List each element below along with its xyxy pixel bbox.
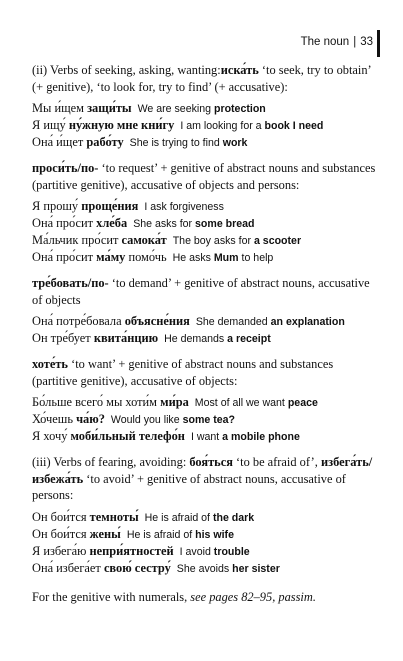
example-russian [32,561,171,575]
russian-highlight: хле́ба [96,216,128,230]
russian-text: Я хочу́ [32,429,71,443]
footer-note [32,589,376,606]
russian-text: Хо́чешь [32,412,77,426]
russian-highlight: ми́ра [160,395,189,409]
russian-highlight: ма́му [96,250,126,264]
english-highlight: an explanation [270,316,345,328]
russian-highlight: моби́льный телефо́н [70,429,185,443]
cross-reference: see pages 82–95, passim. [190,589,316,604]
english-highlight: peace [287,397,318,409]
english-text: I am looking for a [180,120,265,132]
intro-text: ‘to seek, try to obtain’ (+ genitive), ‘to look for, try to find’ (+ accusative): [32,63,371,94]
headword: боя́ться [189,455,233,469]
example-english [111,414,235,426]
russian-highlight: темноты́ [89,509,139,524]
page-edge-bar [377,30,380,57]
russian-text: Я ищу́ [32,118,69,132]
english-highlight: trouble [213,545,250,558]
running-head-title: The noun [300,36,350,48]
english-highlight: some tea? [182,414,235,426]
example-russian [32,429,185,443]
english-highlight: a receipt [227,333,271,345]
example-row [32,411,376,428]
example-english [144,201,224,213]
russian-highlight: свою́ сестру́ [103,560,171,575]
russian-highlight: непри́ятностей [89,543,174,558]
russian-text: Он тре́бует [32,331,94,345]
section-intro [32,454,376,504]
intro-text: ‘to demand’ + genitive of abstract nouns, accusative of objects [32,276,370,307]
example-row [32,117,376,134]
example-row [32,313,376,330]
page-body [32,62,376,605]
english-highlight: a scooter [253,235,302,247]
example-english [180,120,323,132]
sections-container [32,62,376,577]
example-russian [32,118,174,132]
russian-text: Бо́льше всего́ мы хоти́м [32,395,161,409]
example-row [32,509,376,526]
english-text: Would you like [110,414,183,426]
example-english [177,563,280,575]
example-russian [32,233,167,247]
russian-text: Я избега́ю [32,543,90,558]
example-russian [32,544,174,558]
russian-highlight: жены́ [89,526,121,541]
english-highlight: the dark [212,511,255,524]
section-3 [32,356,376,445]
section-4 [32,454,376,577]
russian-text: Она́ про́сит [32,216,97,230]
example-row [32,198,376,215]
russian-highlight: защи́ты [87,101,132,115]
examples-list [32,394,376,445]
example-english [164,333,271,345]
example-english [180,546,250,558]
example-russian [32,395,189,409]
running-head-separator: | [353,36,357,48]
english-text: She is trying to find [129,137,223,149]
english-highlight: some bread [195,218,255,230]
intro-text: ‘to want’ + genitive of abstract nouns and substances (partitive genitive), accusative of objects: [32,357,334,388]
example-russian [32,314,190,328]
example-row [32,394,376,411]
example-row [32,232,376,249]
examples-list [32,509,376,577]
english-text: We are seeking [137,103,214,115]
example-english [173,235,301,247]
english-text: She demanded [195,316,271,328]
russian-text: Он бои́тся [32,526,90,541]
english-text: The boy asks for [172,235,254,247]
russian-highlight: проще́ния [81,199,139,213]
english-text: I ask forgiveness [144,201,224,213]
english-text: He demands [164,333,228,345]
english-highlight: his wife [195,528,234,541]
intro-text: ‘to request’ + genitive of abstract nouns and substances (partitive genitive), accusative of objects and persons: [32,161,376,192]
russian-text: Она́ и́щет [32,135,87,149]
russian-highlight: квита́нцию [93,331,159,345]
example-english [196,316,345,328]
russian-text: помо́чь [125,250,167,264]
example-english [127,529,234,541]
example-row [32,543,376,560]
example-russian [32,527,121,541]
english-highlight: a mobile phone [222,431,300,443]
example-row [32,134,376,151]
examples-list [32,198,376,266]
example-russian [32,216,127,230]
example-english [133,218,254,230]
section-2 [32,275,376,347]
example-row [32,100,376,117]
russian-highlight: ча́ю? [76,412,105,426]
headword: избега́ть/избежа́ть [32,455,373,486]
english-highlight: book I need [264,120,324,132]
english-highlight: work [222,137,248,149]
intro-text: ‘to avoid’ + genitive of abstract nouns, accusative of persons: [32,471,346,502]
section-intro [32,160,376,193]
section-1 [32,160,376,266]
example-english [195,397,318,409]
example-russian [32,510,139,524]
example-row [32,215,376,232]
example-english [145,512,255,524]
russian-text: Она́ потре́бовала [32,314,125,328]
russian-text: Я прошу́ [32,199,82,213]
intro-text: ‘to be afraid of’, [232,455,321,469]
example-english [138,103,266,115]
russian-text: Ма́льчик про́сит [32,233,122,247]
section-0 [32,62,376,151]
intro-text: (ii) Verbs of seeking, asking, wanting: [32,63,221,77]
russian-text: Он бои́тся [32,509,90,524]
russian-highlight: ну́жную мне кни́гу [68,118,175,132]
page-header [301,36,373,48]
english-highlight: her sister [232,562,280,575]
examples-list [32,100,376,151]
example-russian [32,199,138,213]
english-text: He asks [172,252,214,264]
headword: хоте́ть [32,357,68,371]
section-intro [32,356,376,389]
example-row [32,249,376,266]
example-english [173,252,274,264]
page-number: 33 [360,36,373,48]
english-highlight: protection [213,103,266,115]
russian-highlight: самока́т [121,233,167,247]
russian-text: Она́ избега́ет [32,560,104,575]
intro-text: (iii) Verbs of fearing, avoiding: [32,455,190,469]
note-text: For the genitive with numerals, [32,589,191,604]
example-row [32,526,376,543]
russian-highlight: объясне́ния [124,314,190,328]
section-intro [32,275,376,308]
english-text: Most of all we want [194,397,288,409]
headword: проси́ть/по- [32,161,99,175]
example-english [130,137,248,149]
example-russian [32,331,158,345]
example-row [32,330,376,347]
russian-text: Она́ про́сит [32,250,97,264]
example-english [191,431,300,443]
example-russian [32,135,124,149]
english-text: to help [238,252,274,264]
example-russian [32,250,167,264]
english-highlight: Mum [213,252,239,264]
headword: иска́ть [220,63,259,77]
russian-highlight: рабо́ту [86,135,124,149]
english-text: He is afraid of [126,528,196,541]
english-text: He is afraid of [144,511,213,524]
english-text: I avoid [179,545,214,558]
english-text: She asks for [133,218,196,230]
russian-text: Мы и́щем [32,101,88,115]
examples-list [32,313,376,347]
english-text: I want [190,431,223,443]
example-russian [32,101,132,115]
example-row [32,560,376,577]
headword: тре́бовать/по- [32,276,109,290]
section-intro [32,62,376,95]
english-text: She avoids [176,562,233,575]
example-russian [32,412,105,426]
example-row [32,428,376,445]
